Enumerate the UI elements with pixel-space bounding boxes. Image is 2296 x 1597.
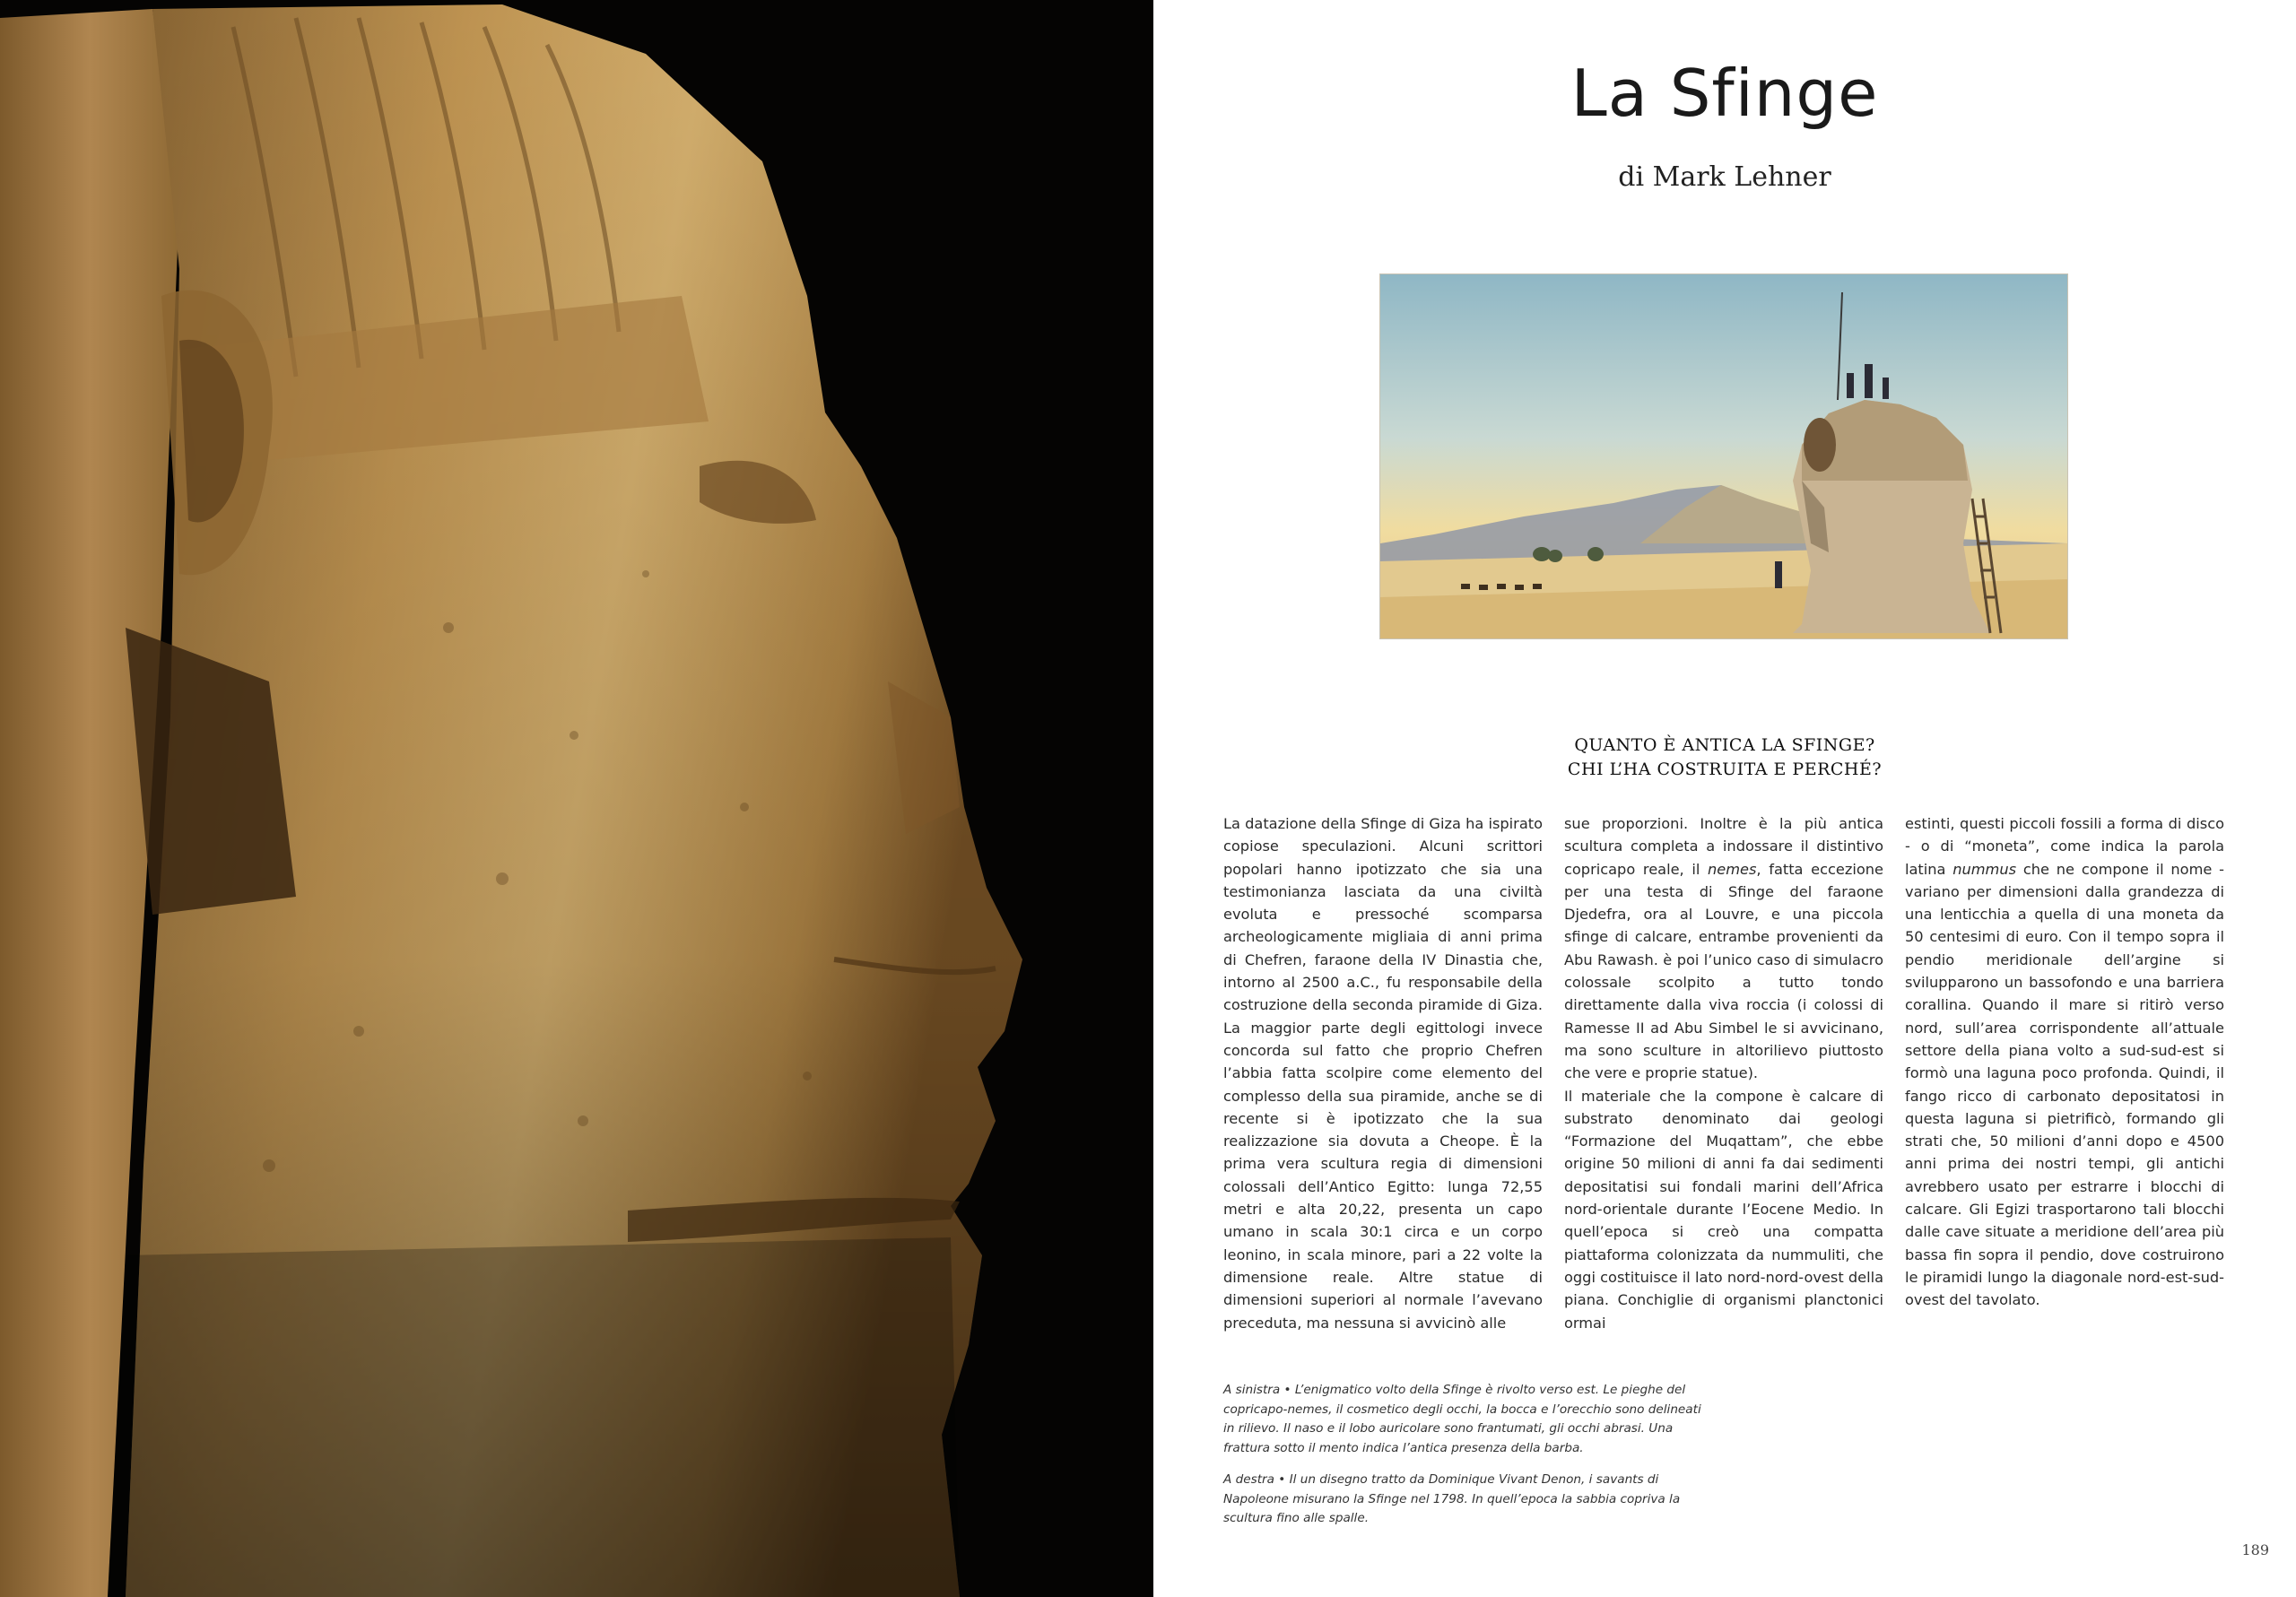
text-column-1: [1223, 812, 1543, 1334]
caption-left: [1223, 1381, 1708, 1458]
caption-left-text: A sinistra • L’enigmatico volto della Sfinge è rivolto verso est. Le pieghe del copricapo-nemes, il cosmetico degli occhi, la bocca e l’orecchio sono delineati in rilievo. Il naso e il lobo auricolare sono frantumati, gli occhi abrasi. Una frattura sotto il mento indica l’antica presenza della barba.: [1223, 1383, 1701, 1455]
nemes-term: nemes: [1708, 860, 1757, 878]
nummus-term: nummus: [1952, 860, 2017, 878]
page-title: La Sfinge: [1570, 56, 1879, 131]
text-column-3: [1905, 812, 2224, 1312]
column2-paragraph-2: Il materiale che la compone è calcare di substrato denominato dai geologi “Formazione del Muqattam”, che ebbe origine 50 milioni di anni fa dai sedimenti depositatisi sui fondali marini dell’Africa nord-orientale durante l’Eocene Medio. In quell’epoca si creò una compatta piattaforma colonizzata da nummuliti, che oggi costituisce il lato nord-nord-ovest della piana. Conchiglie di organismi planctonici ormai: [1564, 1087, 1883, 1332]
column1-text: La datazione della Sfinge di Giza ha ispirato copiose speculazioni. Alcuni scrittori popolari hanno ipotizzato che sia una testimonianza lasciata da una civiltà evoluta e pressoché scomparsa archeologicamente migliaia di anni prima di Chefren, faraone della IV Dinastia che, intorno al 2500 a.C., fu responsabile della costruzione della seconda piramide di Giza. La maggior parte degli egittologi invece concorda sul fatto che proprio Chefren l’abbia fatta scolpire come elemento del complesso della sua piramide, anche se di recente si è ipotizzato che la sua realizzazione sia dovuta a Cheope. È la prima vera scultura regia di dimensioni colossali dell’Antico Egitto: lunga 72,55 metri e alta 20,22, presenta un capo umano in scala 30:1 circa e un corpo leonino, in scala minore, pari a 22 volte la dimensione reale. Altre statue di dimensioni superiori al normale l’avevano preceduta, ma nessuna si avvicinò alle: [1223, 815, 1543, 1332]
column2-text-b: , fatta eccezione per una testa di Sfinge del faraone Djedefra, ora al Louvre, e una piccola sfinge di calcare, entrambe provenienti da Abu Rawash. è poi l’unico caso di simulacro colossale scolpito a tutto tondo direttamente dalla viva roccia (i colossi di Ramesse II ad Abu Simbel le si avvicinano, ma sono sculture in altorilievo piuttosto che vere e proprie statue).: [1564, 860, 1883, 1082]
question-line-1: QUANTO È ANTICA LA SFINGE?: [1574, 735, 1875, 755]
author-byline: di Mark Lehner: [1618, 161, 1831, 193]
denon-engraving-image: [1379, 273, 2068, 639]
caption-right: [1223, 1471, 1708, 1529]
engraving-illustration: [1380, 274, 2067, 638]
question-line-2: CHI L’HA COSTRUITA E PERCHÉ?: [1567, 759, 1883, 779]
column3-paragraph: [1905, 812, 2224, 1312]
section-question: [1153, 733, 2296, 782]
column2-paragraph-1: [1564, 812, 1883, 1085]
page-number: 189: [2241, 1541, 2269, 1558]
caption-right-text: A destra • Il un disegno tratto da Dominique Vivant Denon, i savants di Napoleone misurano la Sfinge nel 1798. In quell’epoca la sabbia copriva la scultura fino alle spalle.: [1223, 1472, 1681, 1525]
right-page: [1153, 0, 2296, 1597]
column3-text-a: estinti, questi piccoli fossili a forma di disco - o di “moneta”, come indica la parola latina: [1905, 815, 2224, 878]
text-column-2: [1564, 812, 1883, 1334]
column3-text-b: che ne compone il nome - variano per dimensioni dalla grandezza di una lenticchia a quella di una moneta da 50 centesimi di euro. Con il tempo sopra il pendio meridionale dell’argine si svilupparono un bassofondo e una barriera corallina. Quando il mare si ritirò verso nord, sull’area corrispondente all’attuale settore della piana volto a sud-sud-est si formò una laguna poco profonda. Quindi, il fango ricco di carbonato depositatosi in questa laguna si pietrificò, formando gli strati che, 50 milioni d’anni dopo e 4500 anni prima dei nostri tempi, gli antichi avrebbero usato per estrarre i blocchi di calcare. Gli Egizi trasportarono tali blocchi dalle cave situate a meridione dell’area più bassa fin sopra il pendio, dove costruirono le piramidi lungo la diagonale nord-est-sud-ovest del tavolato.: [1905, 860, 2224, 1309]
column2-text-a: sue proporzioni. Inoltre è la più antica scultura completa a indossare il distintivo copricapo reale, il: [1564, 815, 1883, 878]
